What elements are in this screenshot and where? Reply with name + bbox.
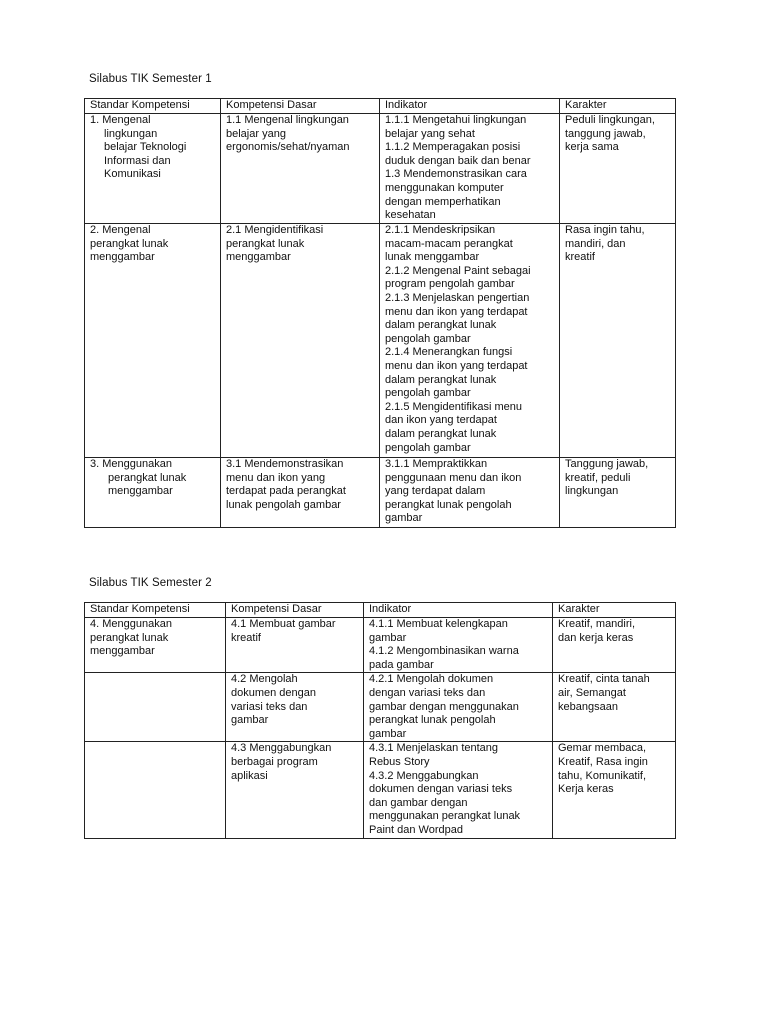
cell-line: 3.1.1 Mempraktikkan: [385, 458, 488, 470]
cell-line: Tanggung jawab,: [565, 458, 649, 470]
cell-line: gambar: [385, 512, 423, 525]
header-standar-kompetensi: Standar Kompetensi: [85, 99, 221, 114]
cell-line: 2.1.3 Menjelaskan pengertian: [385, 291, 530, 304]
cell-line: 2.1.5 Mengidentifikasi menu: [385, 400, 522, 413]
semester2-table: [84, 602, 676, 839]
header-indikator: Indikator: [364, 603, 553, 618]
cell-line: perangkat lunak: [90, 631, 169, 644]
cell-line: perangkat lunak pengolah: [369, 714, 496, 727]
cell-line: Paint dan Wordpad: [369, 823, 463, 836]
cell-line: dan kerja keras: [558, 631, 634, 644]
semester2-title: Silabus TIK Semester 2: [89, 577, 212, 589]
cell-line: menu dan ikon yang: [226, 471, 326, 484]
cell-line: 4.2 Mengolah: [231, 673, 298, 686]
cell-line: kerja sama: [565, 141, 619, 154]
cell-line: gambar: [231, 714, 269, 727]
cell-line: 4.3.1 Menjelaskan tentang: [369, 742, 499, 755]
cell-kompetensi-dasar: [221, 458, 380, 528]
cell-line: kebangsaan: [558, 700, 618, 713]
table-row: [85, 618, 676, 673]
cell-standar-kompetensi: [85, 114, 221, 224]
cell-line: dalam perangkat lunak: [385, 373, 497, 386]
cell-line: gambar: [369, 727, 407, 740]
cell-kompetensi-dasar: [226, 618, 364, 673]
cell-line: Kreatif, cinta tanah: [558, 673, 650, 686]
cell-line: Kreatif, mandiri,: [558, 618, 636, 630]
cell-line: 4. Menggunakan: [90, 618, 172, 630]
cell-kompetensi-dasar: [221, 224, 380, 458]
cell-line: 4.1.1 Membuat kelengkapan: [369, 618, 508, 630]
header-standar-kompetensi: Standar Kompetensi: [85, 603, 226, 618]
cell-line: Rasa ingin tahu,: [565, 224, 645, 236]
cell-line: 1.1 Mengenal lingkungan: [226, 114, 349, 126]
cell-line: Informasi dan: [104, 154, 171, 167]
cell-line: perangkat lunak: [108, 471, 187, 484]
cell-line: menggambar: [226, 251, 291, 264]
cell-line: 4.3 Menggabungkan: [231, 742, 332, 755]
cell-line: 4.3.2 Menggabungkan: [369, 769, 479, 782]
cell-line: berbagai program: [231, 755, 318, 768]
cell-line: menu dan ikon yang terdapat: [385, 359, 528, 372]
cell-line: Kerja keras: [558, 783, 614, 796]
cell-line: pengolah gambar: [385, 387, 471, 400]
cell-line: perangkat lunak: [226, 237, 305, 250]
table-row: [85, 673, 676, 742]
cell-line: menggambar: [90, 645, 155, 658]
cell-line: dengan variasi teks dan: [369, 686, 486, 699]
cell-indikator: [380, 114, 560, 224]
cell-kompetensi-dasar: [226, 673, 364, 742]
cell-line: dalam perangkat lunak: [385, 319, 497, 332]
header-karakter: Karakter: [560, 99, 676, 114]
cell-karakter: [553, 742, 676, 838]
cell-line: pengolah gambar: [385, 441, 471, 454]
cell-line: 1.1.1 Mengetahui lingkungan: [385, 114, 527, 126]
cell-line: terdapat pada perangkat: [226, 485, 346, 498]
cell-indikator: [364, 742, 553, 838]
cell-line: Komunikasi: [104, 168, 161, 181]
cell-line: tanggung jawab,: [565, 127, 646, 140]
cell-standar-kompetensi: [85, 458, 221, 528]
cell-standar-kompetensi: [85, 618, 226, 673]
header-karakter: Karakter: [553, 603, 676, 618]
cell-line: perangkat lunak: [90, 237, 169, 250]
cell-line: tahu, Komunikatif,: [558, 769, 647, 782]
table-row: [85, 224, 676, 458]
cell-line: kreatif: [231, 631, 261, 644]
cell-karakter: [553, 673, 676, 742]
cell-line: pada gambar: [369, 658, 434, 671]
cell-kompetensi-dasar: [221, 114, 380, 224]
cell-line: 3. Menggunakan: [90, 458, 172, 470]
semester1-title: Silabus TIK Semester 1: [89, 73, 212, 85]
cell-line: 1.3 Mendemonstrasikan cara: [385, 168, 527, 181]
cell-kompetensi-dasar: [226, 742, 364, 838]
cell-karakter: [553, 618, 676, 673]
cell-line: 4.2.1 Mengolah dokumen: [369, 673, 494, 686]
cell-line: penggunaan menu dan ikon: [385, 471, 522, 484]
cell-line: ergonomis/sehat/nyaman: [226, 141, 350, 154]
cell-line: kesehatan: [385, 209, 436, 222]
cell-line: 2. Mengenal: [90, 224, 151, 236]
cell-line: dengan memperhatikan: [385, 195, 501, 208]
cell-line: kreatif, peduli: [565, 471, 631, 484]
cell-line: dokumen dengan: [231, 686, 317, 699]
cell-line: 1.1.2 Memperagakan posisi: [385, 141, 521, 154]
cell-indikator: [364, 618, 553, 673]
cell-line: pengolah gambar: [385, 332, 471, 345]
cell-line: menggambar: [90, 251, 155, 264]
cell-line: dan ikon yang terdapat: [385, 414, 497, 427]
cell-karakter: [560, 114, 676, 224]
cell-line: air, Semangat: [558, 686, 626, 699]
cell-line: dokumen dengan variasi teks: [369, 783, 513, 796]
cell-line: 2.1 Mengidentifikasi: [226, 224, 324, 236]
cell-line: Kreatif, Rasa ingin: [558, 755, 648, 768]
cell-line: program pengolah gambar: [385, 278, 515, 291]
cell-indikator: [380, 224, 560, 458]
cell-line: variasi teks dan: [231, 700, 308, 713]
cell-line: 4.1.2 Mengombinasikan warna: [369, 645, 519, 658]
cell-line: macam-macam perangkat: [385, 237, 513, 250]
cell-line: Peduli lingkungan,: [565, 114, 655, 126]
cell-line: yang terdapat dalam: [385, 485, 486, 498]
cell-line: lingkungan: [104, 127, 158, 140]
cell-line: Gemar membaca,: [558, 742, 647, 755]
cell-indikator: [364, 673, 553, 742]
cell-line: 1. Mengenal: [90, 114, 151, 126]
cell-standar-kompetensi: [85, 673, 226, 742]
cell-line: lunak pengolah gambar: [226, 498, 341, 511]
cell-line: dan gambar dengan: [369, 796, 468, 809]
header-indikator: Indikator: [380, 99, 560, 114]
cell-line: duduk dengan baik dan benar: [385, 154, 531, 167]
cell-line: Rebus Story: [369, 755, 430, 768]
cell-line: aplikasi: [231, 769, 268, 782]
table-header-row: [85, 603, 676, 618]
cell-line: 2.1.2 Mengenal Paint sebagai: [385, 264, 531, 277]
cell-karakter: [560, 458, 676, 528]
cell-line: 4.1 Membuat gambar: [231, 618, 336, 630]
cell-line: 2.1.4 Menerangkan fungsi: [385, 346, 513, 359]
cell-line: lunak menggambar: [385, 251, 480, 264]
cell-line: menggunakan komputer: [385, 181, 504, 194]
cell-line: belajar yang sehat: [385, 127, 475, 140]
cell-karakter: [560, 224, 676, 458]
cell-line: dalam perangkat lunak: [385, 427, 497, 440]
cell-line: belajar Teknologi: [104, 141, 187, 154]
cell-line: perangkat lunak pengolah: [385, 498, 512, 511]
cell-line: menggambar: [108, 485, 173, 498]
table-header-row: [85, 99, 676, 114]
cell-standar-kompetensi: [85, 742, 226, 838]
semester1-table: [84, 98, 676, 528]
cell-line: 2.1.1 Mendeskripsikan: [385, 224, 496, 236]
cell-indikator: [380, 458, 560, 528]
cell-line: mandiri, dan: [565, 237, 626, 250]
cell-line: menggunakan perangkat lunak: [369, 810, 521, 823]
table-row: [85, 458, 676, 528]
header-kompetensi-dasar: Kompetensi Dasar: [221, 99, 380, 114]
cell-line: gambar dengan menggunakan: [369, 700, 519, 713]
cell-line: 3.1 Mendemonstrasikan: [226, 458, 344, 470]
cell-line: belajar yang: [226, 127, 286, 140]
cell-line: gambar: [369, 631, 407, 644]
header-kompetensi-dasar: Kompetensi Dasar: [226, 603, 364, 618]
table-row: [85, 114, 676, 224]
table-row: [85, 742, 676, 838]
cell-line: lingkungan: [565, 485, 619, 498]
cell-line: kreatif: [565, 251, 595, 264]
cell-standar-kompetensi: [85, 224, 221, 458]
cell-line: menu dan ikon yang terdapat: [385, 305, 528, 318]
